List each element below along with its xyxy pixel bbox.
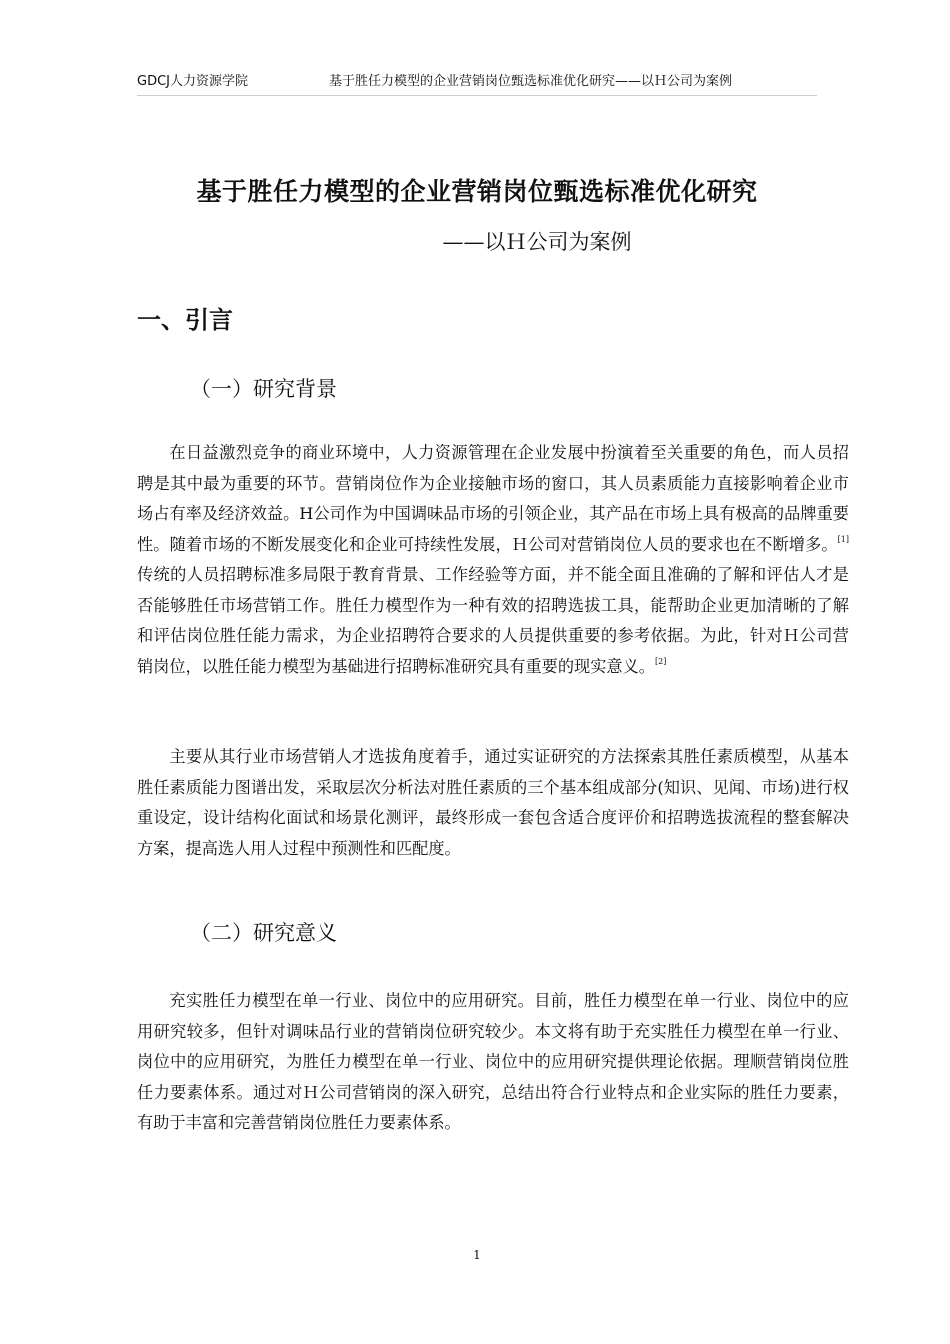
paragraph-text: 传统的人员招聘标准多局限于教育背景、工作经验等方面，并不能全面且准确的了解和评估人才是否能够胜任市场营销工作。胜任力模型作为一种有效的招聘选拔工具，能帮助企业更加清晰的了解和评估岗位胜任能力需求，为企业招聘符合要求的人员提供重要的参考依据。为此，针对Ｈ公司营销岗位，以胜任能力模型为基础进行招聘标准研究具有重要的现实意义。: [137, 565, 849, 676]
header-institution: GDCJ人力资源学院: [137, 74, 248, 89]
paragraph-background-1: [137, 438, 849, 682]
paper-title: 基于胜任力模型的企业营销岗位甄选标准优化研究: [196, 177, 758, 206]
citation-ref-1: [1]: [837, 534, 849, 544]
paragraph-background-2: 主要从其行业市场营销人才选拔角度着手，通过实证研究的方法探索其胜任素质模型，从基本胜任素质能力图谱出发，采取层次分析法对胜任素质的三个基本组成部分(知识、见闻、市场)进行权重设定，设计结构化面试和场景化测评，最终形成一套包含适合度评价和招聘选拔流程的整套解决方案，提高选人用人过程中预测性和匹配度。: [137, 747, 849, 858]
paper-subtitle: ——以Ｈ公司为案例: [442, 230, 632, 254]
subsection-heading-significance: （二）研究意义: [190, 921, 337, 945]
citation-ref-2: [2]: [655, 656, 667, 666]
paragraph-text: 在日益激烈竞争的商业环境中，人力资源管理在企业发展中扮演着至关重要的角色，而人员招聘是其中最为重要的环节。营销岗位作为企业接触市场的窗口，其人员素质能力直接影响着企业市场占有率及经济效益。H公司作为中国调味品市场的引领企业，其产品在市场上具有极高的品牌重要性。随着市场的不断发展变化和企业可持续性发展，Ｈ公司对营销岗位人员的要求也在不断增多。: [137, 443, 849, 554]
page-number: 1: [473, 1248, 481, 1262]
header-running-title: 基于胜任力模型的企业营销岗位甄选标准优化研究——以Ｈ公司为案例: [329, 74, 733, 89]
page-header: [137, 70, 817, 90]
paragraph-significance-1: 充实胜任力模型在单一行业、岗位中的应用研究。目前，胜任力模型在单一行业、岗位中的应用研究较多，但针对调味品行业的营销岗位研究较少。本文将有助于充实胜任力模型在单一行业、岗位中的应用研究，为胜任力模型在单一行业、岗位中的应用研究提供理论依据。理顺营销岗位胜任力要素体系。通过对Ｈ公司营销岗的深入研究，总结出符合行业特点和企业实际的胜任力要素，有助于丰富和完善营销岗位胜任力要素体系。: [137, 991, 849, 1132]
header-divider: [137, 95, 817, 96]
section-heading-introduction: 一、引言: [137, 306, 233, 334]
subsection-heading-background: （一）研究背景: [190, 377, 337, 401]
